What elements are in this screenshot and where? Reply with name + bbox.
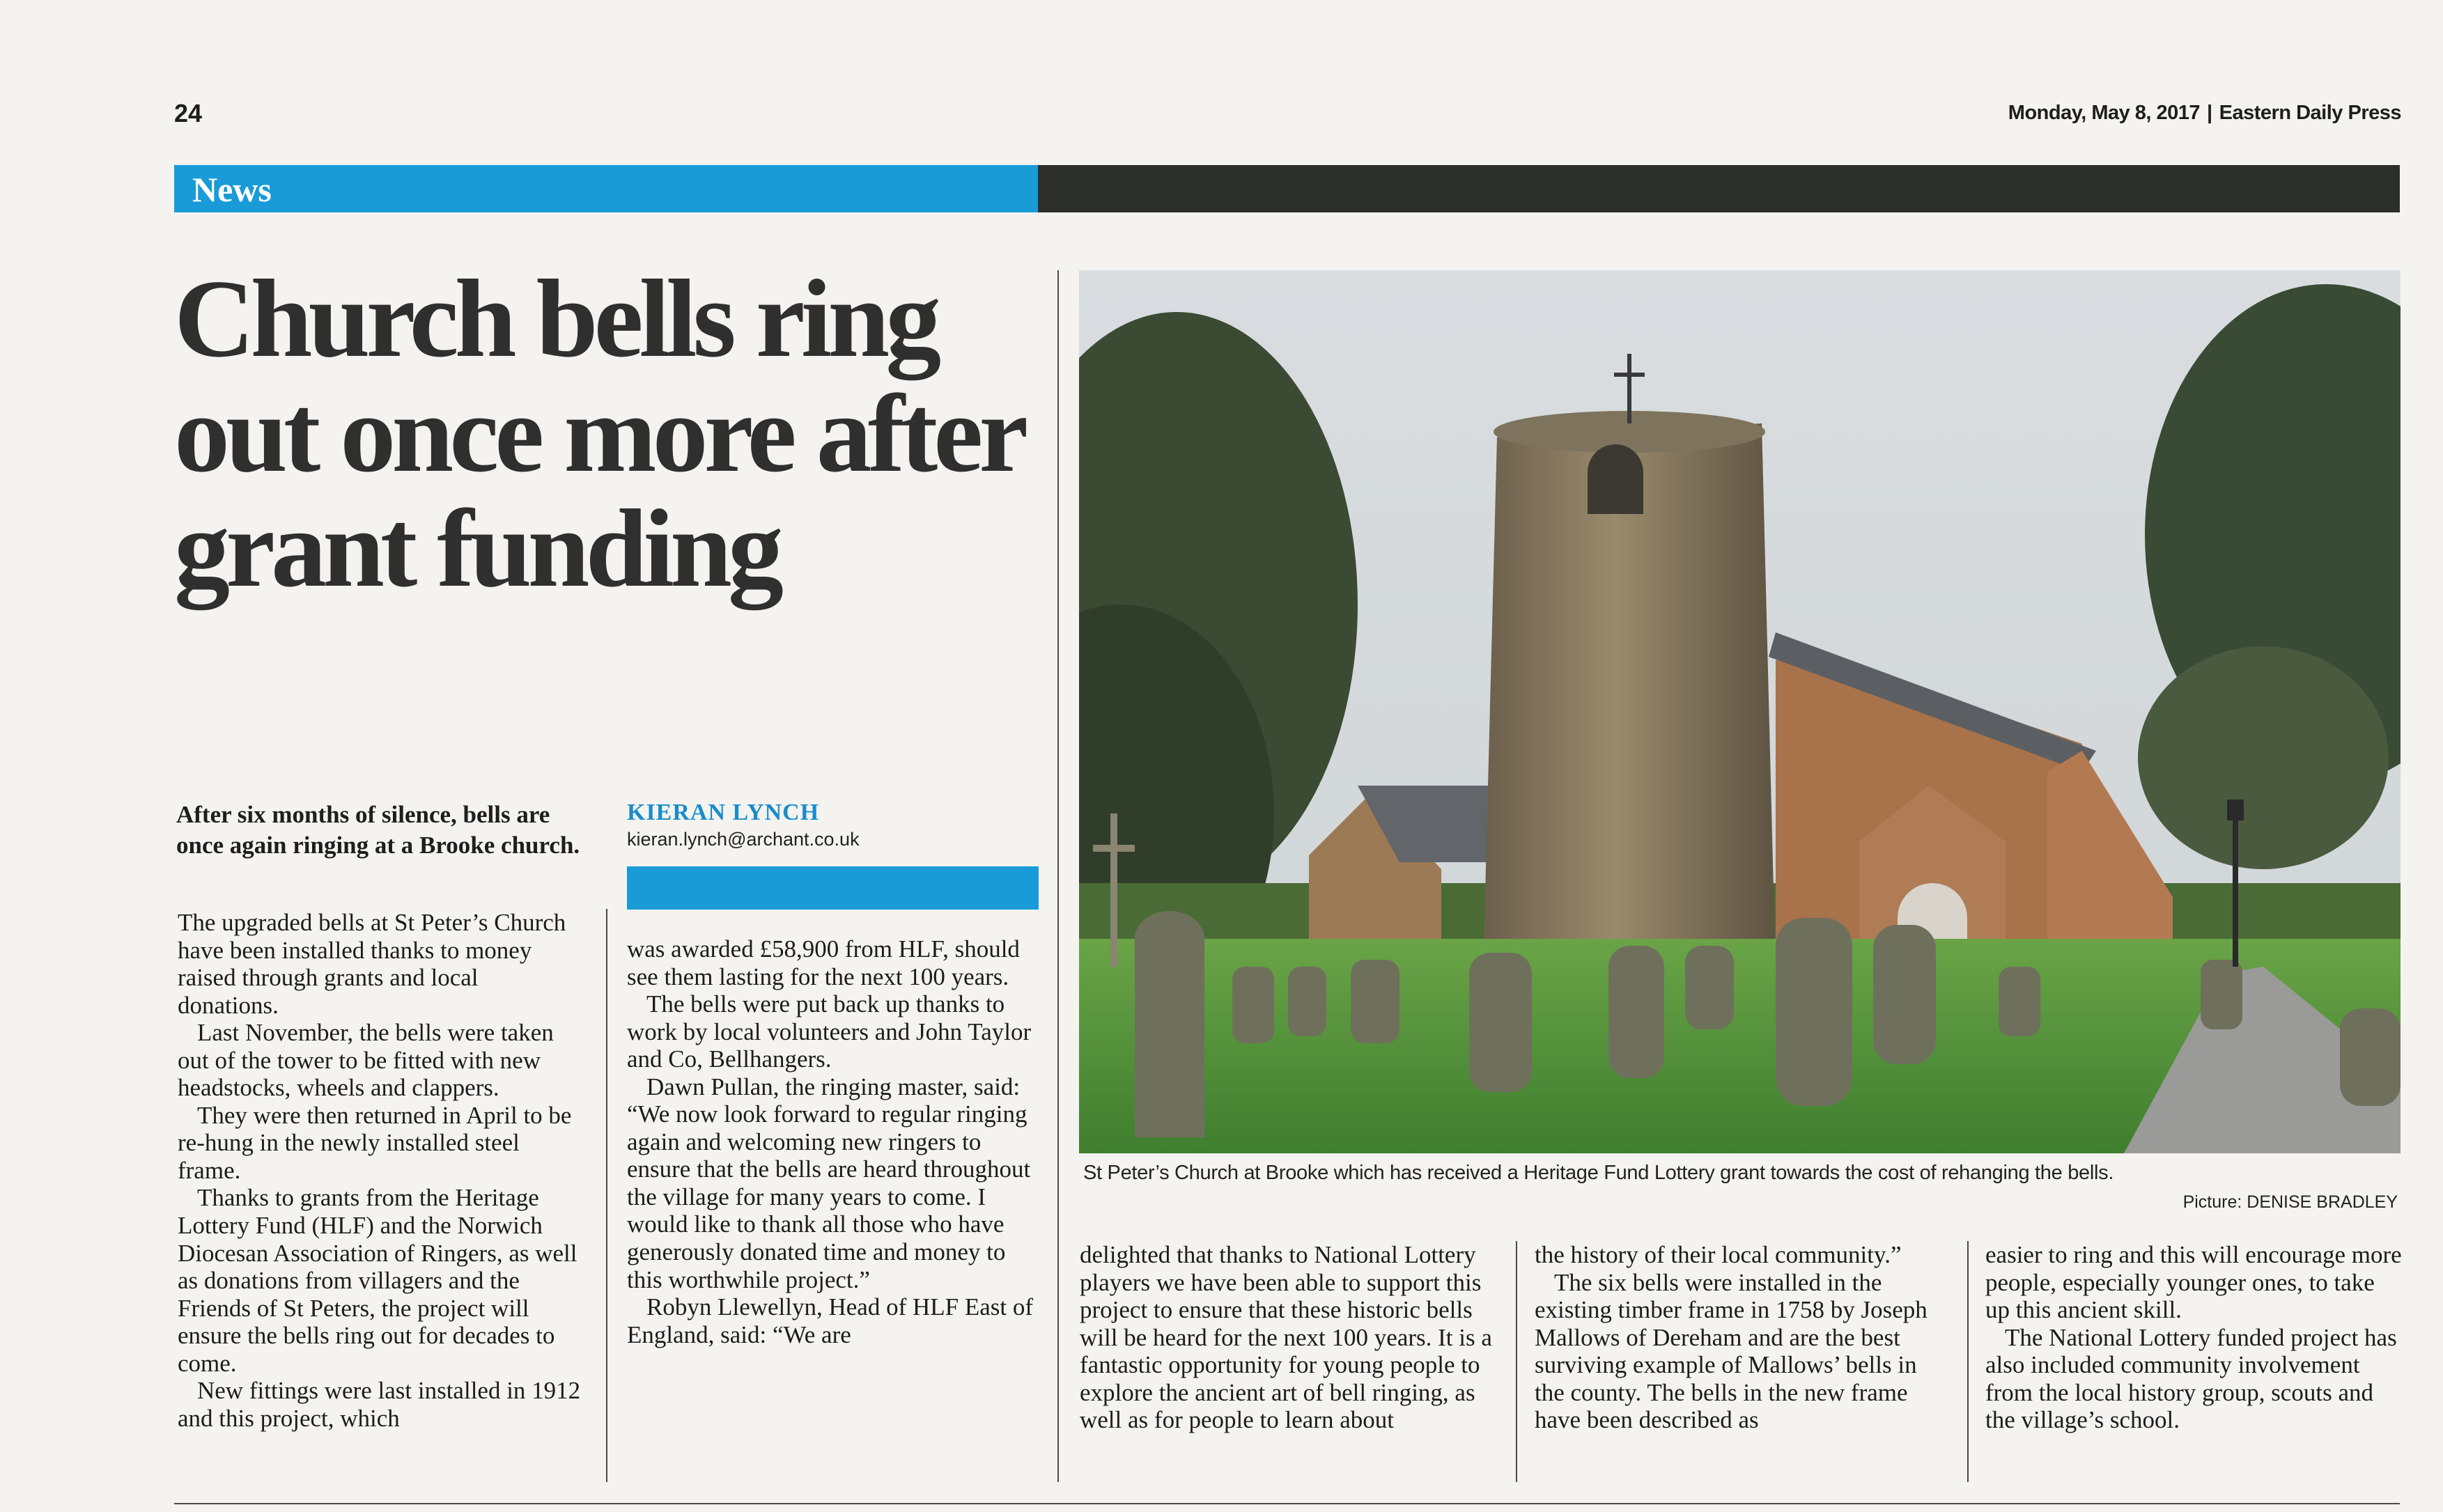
paragraph: Dawn Pullan, the ringing master, said: “We now look forward to regular ringing again and welcoming new ringers to ensure that the bells are heard throughout the village for many years to come. I would like to thank all those who have generously donated time and money to this worthwhile project.” [627, 1073, 1031, 1293]
column-divider [1967, 1241, 1969, 1482]
body-column-3 [1080, 1241, 1498, 1434]
paragraph: delighted that thanks to National Lottery players we have been able to support this project to ensure that these historic bells will be heard for the next 100 years. It is a fantastic opportunity for young people to explore the ancient art of bell ringing, as well as for people to learn about [1080, 1241, 1492, 1434]
paragraph: The bells were put back up thanks to work by local volunteers and John Taylor and Co, Bellhangers. [627, 990, 1032, 1073]
paragraph: They were then returned in April to be re-hung in the newly installed steel frame. [178, 1101, 572, 1184]
paper-name: Eastern Daily Press [2219, 102, 2401, 124]
paragraph: Thanks to grants from the Heritage Lottery Fund (HLF) and the Norwich Diocesan Association of Ringers, as well as donations from villagers and the Friends of St Peters, the project will ensure the bells ring out for decades to come. [178, 1184, 577, 1377]
paragraph: Robyn Llewellyn, Head of HLF East of England, said: “We are [627, 1293, 1034, 1348]
body-column-2 [627, 935, 1038, 1348]
paragraph: Last November, the bells were taken out of the tower to be fitted with new headstocks, wheels and clappers. [178, 1019, 554, 1102]
body-column-4 [1535, 1241, 1953, 1434]
paragraph: easier to ring and this will encourage more people, especially younger ones, to take up this ancient skill. [1985, 1241, 2402, 1324]
column-divider [1516, 1241, 1517, 1482]
column-divider [606, 909, 607, 1482]
standfirst: After six months of silence, bells are once again ringing at a Brooke church. [176, 801, 580, 859]
paragraph: the history of their local community.” [1535, 1241, 1902, 1268]
headline: Church bells ring out once more after grant funding [174, 256, 1023, 610]
section-bar [174, 165, 2400, 212]
byline-name: KIERAN LYNCH [627, 800, 820, 825]
section-label: News [192, 170, 272, 209]
photo-caption: St Peter’s Church at Brooke which has received a Heritage Fund Lottery grant towards the cost of rehanging the bells. [1083, 1162, 2114, 1184]
paragraph: The six bells were installed in the existing timber frame in 1758 by Joseph Mallows of Dereham and are the best surviving example of Mallows’ bells in the county. The bells in the new frame have been described as [1535, 1268, 1928, 1434]
column-divider [1057, 270, 1059, 1482]
paragraph: The National Lottery funded project has also included community involvement from the local history group, scouts and the village’s school. [1985, 1323, 2397, 1434]
section-bar-accent [174, 165, 1038, 212]
body-column-5 [1985, 1241, 2403, 1434]
body-column-1 [178, 909, 582, 1432]
church-illustration [1079, 270, 2401, 1153]
byline-rule [627, 866, 1039, 910]
dateline-date: Monday, May 8, 2017 [2008, 102, 2201, 124]
photo-credit: Picture: DENISE BRADLEY [2182, 1192, 2398, 1212]
paragraph: New fittings were last installed in 1912 and this project, which [178, 1377, 581, 1432]
byline-email[interactable]: kieran.lynch@archant.co.uk [627, 829, 860, 850]
paragraph: The upgraded bells at St Peter’s Church have been installed thanks to money raised through grants and local donations. [178, 909, 566, 1019]
church-photo [1079, 270, 2401, 1153]
dateline [2008, 102, 2401, 125]
dateline-separator: | [2207, 102, 2212, 124]
bottom-rule [174, 1503, 2400, 1504]
paragraph: was awarded £58,900 from HLF, should see them lasting for the next 100 years. [627, 935, 1020, 990]
page-number: 24 [174, 99, 203, 127]
